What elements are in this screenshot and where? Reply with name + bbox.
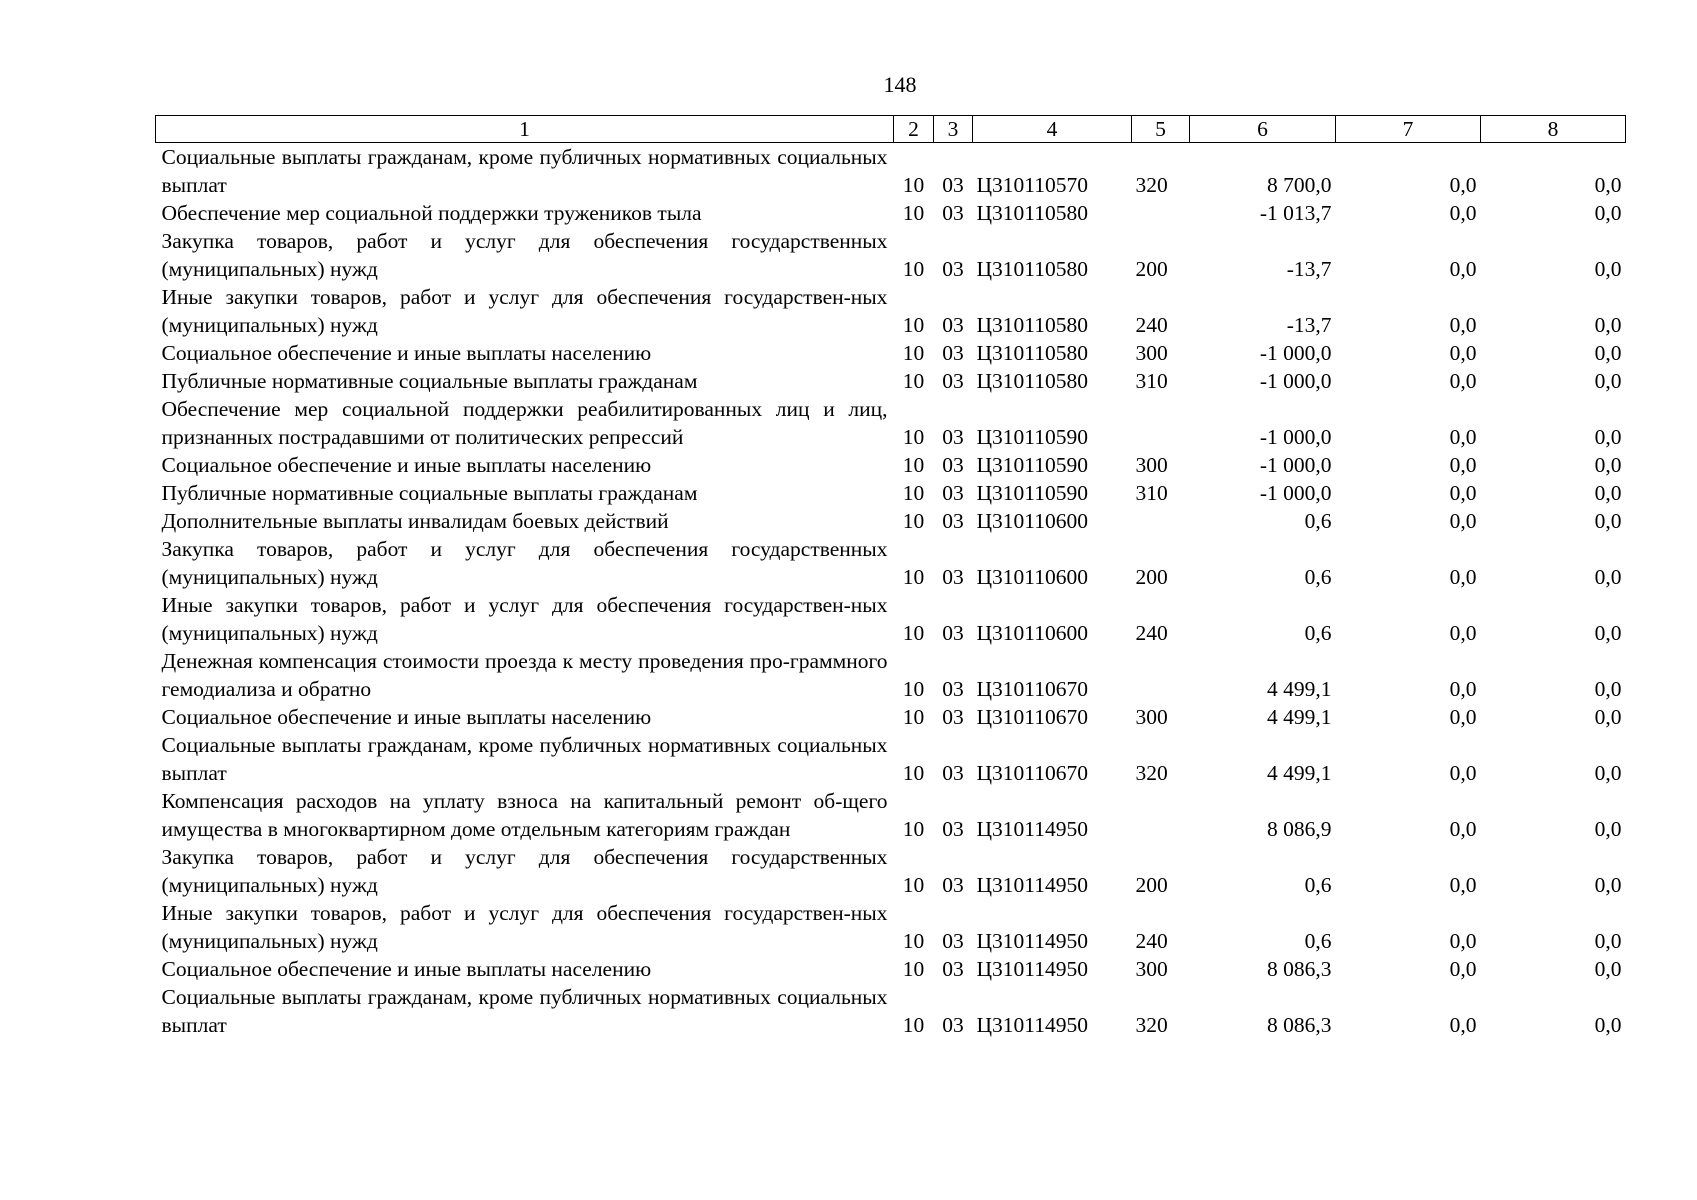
row-target-article: Ц310114950	[976, 817, 1088, 841]
row-expense-type: 320	[1135, 761, 1168, 785]
row-amount-3: 0,0	[1594, 705, 1622, 729]
row-name: Иные закупки товаров, работ и услуг для обеспечения государствен-ных (муниципальных) нужд	[161, 285, 888, 337]
row-amount-2: 0,0	[1449, 957, 1477, 981]
row-subsection-code: 03	[942, 621, 964, 645]
row-expense-type: 240	[1135, 313, 1168, 337]
row-name: Закупка товаров, работ и услуг для обеспечения государственных (муниципальных) нужд	[161, 845, 888, 897]
row-amount-2: 0,0	[1449, 201, 1477, 225]
row-amount-3: 0,0	[1594, 425, 1622, 449]
row-name: Обеспечение мер социальной поддержки тружеников тыла	[161, 201, 702, 225]
row-amount-1: 8 700,0	[1267, 173, 1332, 197]
row-amount-2: 0,0	[1449, 453, 1477, 477]
row-expense-type: 240	[1135, 929, 1168, 953]
row-name: Обеспечение мер социальной поддержки реабилитированных лиц и лиц, признанных пострадавшими от политических репрессий	[161, 397, 888, 449]
row-subsection-code: 03	[942, 481, 964, 505]
row-amount-3: 0,0	[1594, 929, 1622, 953]
row-target-article: Ц310110590	[976, 453, 1088, 477]
row-amount-1: -1 000,0	[1259, 369, 1332, 393]
row-expense-type: 300	[1135, 341, 1168, 365]
table-row	[156, 199, 1626, 227]
row-target-article: Ц310114950	[976, 929, 1088, 953]
table-row	[156, 983, 1626, 1039]
row-section-code: 10	[902, 425, 925, 449]
row-amount-3: 0,0	[1594, 201, 1622, 225]
row-amount-3: 0,0	[1594, 257, 1622, 281]
row-target-article: Ц310110580	[976, 201, 1088, 225]
row-amount-1: -1 000,0	[1259, 453, 1332, 477]
row-subsection-code: 03	[942, 173, 964, 197]
row-amount-1: -1 000,0	[1259, 341, 1332, 365]
row-section-code: 10	[902, 817, 925, 841]
row-name: Закупка товаров, работ и услуг для обеспечения государственных (муниципальных) нужд	[161, 537, 888, 589]
row-expense-type: 300	[1135, 453, 1168, 477]
table-row	[156, 451, 1626, 479]
row-amount-2: 0,0	[1449, 313, 1477, 337]
row-name: Социальные выплаты гражданам, кроме публичных нормативных социальных выплат	[161, 985, 888, 1037]
table-row	[156, 143, 1626, 200]
row-amount-1: 4 499,1	[1267, 705, 1332, 729]
row-target-article: Ц310114950	[976, 873, 1088, 897]
row-amount-1: -1 000,0	[1259, 425, 1332, 449]
table-row	[156, 367, 1626, 395]
row-subsection-code: 03	[942, 957, 964, 981]
row-subsection-code: 03	[942, 341, 964, 365]
row-expense-type: 240	[1135, 621, 1168, 645]
row-expense-type	[1132, 787, 1190, 843]
row-section-code: 10	[902, 761, 925, 785]
row-target-article: Ц310110580	[976, 257, 1088, 281]
row-amount-2: 0,0	[1449, 565, 1477, 589]
row-amount-1: 0,6	[1304, 929, 1332, 953]
row-amount-1: 8 086,3	[1267, 957, 1332, 981]
table-row	[156, 703, 1626, 731]
row-subsection-code: 03	[942, 873, 964, 897]
row-expense-type: 320	[1135, 173, 1168, 197]
row-expense-type: 200	[1135, 565, 1168, 589]
row-section-code: 10	[902, 1013, 925, 1037]
row-subsection-code: 03	[942, 201, 964, 225]
row-expense-type: 310	[1135, 481, 1168, 505]
row-amount-2: 0,0	[1449, 369, 1477, 393]
row-section-code: 10	[902, 481, 925, 505]
row-amount-2: 0,0	[1449, 705, 1477, 729]
row-subsection-code: 03	[942, 313, 964, 337]
row-target-article: Ц310110670	[976, 705, 1088, 729]
row-target-article: Ц310110590	[976, 425, 1088, 449]
row-section-code: 10	[902, 341, 925, 365]
row-amount-3: 0,0	[1594, 761, 1622, 785]
row-amount-3: 0,0	[1594, 677, 1622, 701]
row-amount-1: -1 013,7	[1259, 201, 1332, 225]
row-amount-2: 0,0	[1449, 425, 1477, 449]
row-amount-2: 0,0	[1449, 173, 1477, 197]
table-row	[156, 591, 1626, 647]
row-section-code: 10	[902, 201, 925, 225]
row-amount-3: 0,0	[1594, 313, 1622, 337]
row-amount-2: 0,0	[1449, 677, 1477, 701]
row-amount-3: 0,0	[1594, 341, 1622, 365]
row-name: Социальные выплаты гражданам, кроме публичных нормативных социальных выплат	[161, 733, 888, 785]
row-subsection-code: 03	[942, 761, 964, 785]
row-target-article: Ц310110600	[976, 621, 1088, 645]
row-target-article: Ц310110580	[976, 369, 1088, 393]
row-amount-1: 0,6	[1304, 621, 1332, 645]
row-amount-2: 0,0	[1449, 1013, 1477, 1037]
row-target-article: Ц310110670	[976, 761, 1088, 785]
table-row	[156, 339, 1626, 367]
table-row	[156, 479, 1626, 507]
row-expense-type: 200	[1135, 257, 1168, 281]
row-amount-3: 0,0	[1594, 173, 1622, 197]
table-row	[156, 955, 1626, 983]
row-target-article: Ц310110580	[976, 313, 1088, 337]
table-body	[156, 143, 1626, 1040]
row-expense-type	[1132, 199, 1190, 227]
row-section-code: 10	[902, 621, 925, 645]
row-subsection-code: 03	[942, 257, 964, 281]
table-row	[156, 843, 1626, 899]
row-expense-type: 300	[1135, 705, 1168, 729]
row-name: Закупка товаров, работ и услуг для обеспечения государственных (муниципальных) нужд	[161, 229, 888, 281]
row-name: Денежная компенсация стоимости проезда к месту проведения про-граммного гемодиализа и обратно	[161, 649, 888, 701]
table-row	[156, 507, 1626, 535]
row-amount-1: 8 086,3	[1267, 1013, 1332, 1037]
row-target-article: Ц310114950	[976, 957, 1088, 981]
table-header	[156, 116, 1626, 143]
row-subsection-code: 03	[942, 705, 964, 729]
row-amount-2: 0,0	[1449, 621, 1477, 645]
row-target-article: Ц310110600	[976, 565, 1088, 589]
row-name: Социальное обеспечение и иные выплаты населению	[161, 453, 652, 477]
row-subsection-code: 03	[942, 453, 964, 477]
header-cell-target-article: 4	[973, 116, 1132, 143]
table-row	[156, 283, 1626, 339]
row-amount-1: 8 086,9	[1267, 817, 1332, 841]
row-amount-2: 0,0	[1449, 341, 1477, 365]
row-amount-2: 0,0	[1449, 481, 1477, 505]
row-name: Иные закупки товаров, работ и услуг для обеспечения государствен-ных (муниципальных) нужд	[161, 901, 888, 953]
row-amount-3: 0,0	[1594, 565, 1622, 589]
row-expense-type: 300	[1135, 957, 1168, 981]
header-cell-section: 2	[894, 116, 934, 143]
row-amount-1: -13,7	[1286, 257, 1332, 281]
row-amount-3: 0,0	[1594, 873, 1622, 897]
row-expense-type	[1132, 507, 1190, 535]
row-target-article: Ц310110580	[976, 341, 1088, 365]
table-row	[156, 647, 1626, 703]
row-amount-2: 0,0	[1449, 761, 1477, 785]
header-cell-amount-2: 7	[1336, 116, 1481, 143]
table-row	[156, 395, 1626, 451]
row-subsection-code: 03	[942, 509, 964, 533]
row-amount-1: 4 499,1	[1267, 677, 1332, 701]
row-name: Социальное обеспечение и иные выплаты населению	[161, 341, 652, 365]
row-section-code: 10	[902, 677, 925, 701]
row-amount-3: 0,0	[1594, 1013, 1622, 1037]
header-cell-subsection: 3	[934, 116, 973, 143]
row-section-code: 10	[902, 257, 925, 281]
row-subsection-code: 03	[942, 425, 964, 449]
row-amount-3: 0,0	[1594, 621, 1622, 645]
row-amount-1: -1 000,0	[1259, 481, 1332, 505]
row-amount-3: 0,0	[1594, 817, 1622, 841]
header-cell-expense-type: 5	[1132, 116, 1190, 143]
row-section-code: 10	[902, 873, 925, 897]
row-amount-1: 0,6	[1304, 565, 1332, 589]
row-expense-type	[1132, 647, 1190, 703]
row-expense-type	[1132, 395, 1190, 451]
table-row	[156, 535, 1626, 591]
row-amount-3: 0,0	[1594, 509, 1622, 533]
row-amount-1: 0,6	[1304, 873, 1332, 897]
row-amount-2: 0,0	[1449, 257, 1477, 281]
header-row	[156, 116, 1626, 143]
row-section-code: 10	[902, 173, 925, 197]
row-name: Социальное обеспечение и иные выплаты населению	[161, 705, 652, 729]
row-target-article: Ц310114950	[976, 1013, 1088, 1037]
row-name: Социальные выплаты гражданам, кроме публичных нормативных социальных выплат	[161, 145, 888, 197]
row-section-code: 10	[902, 509, 925, 533]
row-section-code: 10	[902, 369, 925, 393]
row-subsection-code: 03	[942, 929, 964, 953]
row-section-code: 10	[902, 957, 925, 981]
row-section-code: 10	[902, 565, 925, 589]
row-name: Социальное обеспечение и иные выплаты населению	[161, 957, 652, 981]
row-target-article: Ц310110590	[976, 481, 1088, 505]
row-expense-type: 320	[1135, 1013, 1168, 1037]
row-expense-type: 310	[1135, 369, 1168, 393]
row-name: Компенсация расходов на уплату взноса на капитальный ремонт об-щего имущества в многоквартирном доме отдельным категориям граждан	[161, 789, 888, 841]
row-amount-1: 4 499,1	[1267, 761, 1332, 785]
header-cell-amount-1: 6	[1190, 116, 1336, 143]
row-amount-2: 0,0	[1449, 817, 1477, 841]
row-amount-1: -13,7	[1286, 313, 1332, 337]
row-amount-1: 0,6	[1304, 509, 1332, 533]
row-name: Иные закупки товаров, работ и услуг для обеспечения государствен-ных (муниципальных) нужд	[161, 593, 888, 645]
row-amount-3: 0,0	[1594, 957, 1622, 981]
budget-table	[155, 115, 1626, 1039]
row-section-code: 10	[902, 705, 925, 729]
row-target-article: Ц310110670	[976, 677, 1088, 701]
row-amount-2: 0,0	[1449, 873, 1477, 897]
table-row	[156, 787, 1626, 843]
header-cell-amount-3: 8	[1481, 116, 1626, 143]
row-name: Дополнительные выплаты инвалидам боевых действий	[161, 509, 669, 533]
row-subsection-code: 03	[942, 1013, 964, 1037]
row-section-code: 10	[902, 929, 925, 953]
row-amount-2: 0,0	[1449, 509, 1477, 533]
header-cell-name: 1	[156, 116, 894, 143]
table-row	[156, 227, 1626, 283]
row-name: Публичные нормативные социальные выплаты гражданам	[161, 481, 698, 505]
row-name: Публичные нормативные социальные выплаты гражданам	[161, 369, 698, 393]
row-target-article: Ц310110570	[976, 173, 1088, 197]
row-amount-3: 0,0	[1594, 481, 1622, 505]
page-number: 148	[883, 72, 917, 97]
row-subsection-code: 03	[942, 369, 964, 393]
row-section-code: 10	[902, 313, 925, 337]
row-amount-2: 0,0	[1449, 929, 1477, 953]
row-amount-3: 0,0	[1594, 369, 1622, 393]
row-target-article: Ц310110600	[976, 509, 1088, 533]
table-row	[156, 899, 1626, 955]
row-subsection-code: 03	[942, 677, 964, 701]
table-row	[156, 731, 1626, 787]
row-expense-type: 200	[1135, 873, 1168, 897]
row-section-code: 10	[902, 453, 925, 477]
row-subsection-code: 03	[942, 565, 964, 589]
row-amount-3: 0,0	[1594, 453, 1622, 477]
row-subsection-code: 03	[942, 817, 964, 841]
